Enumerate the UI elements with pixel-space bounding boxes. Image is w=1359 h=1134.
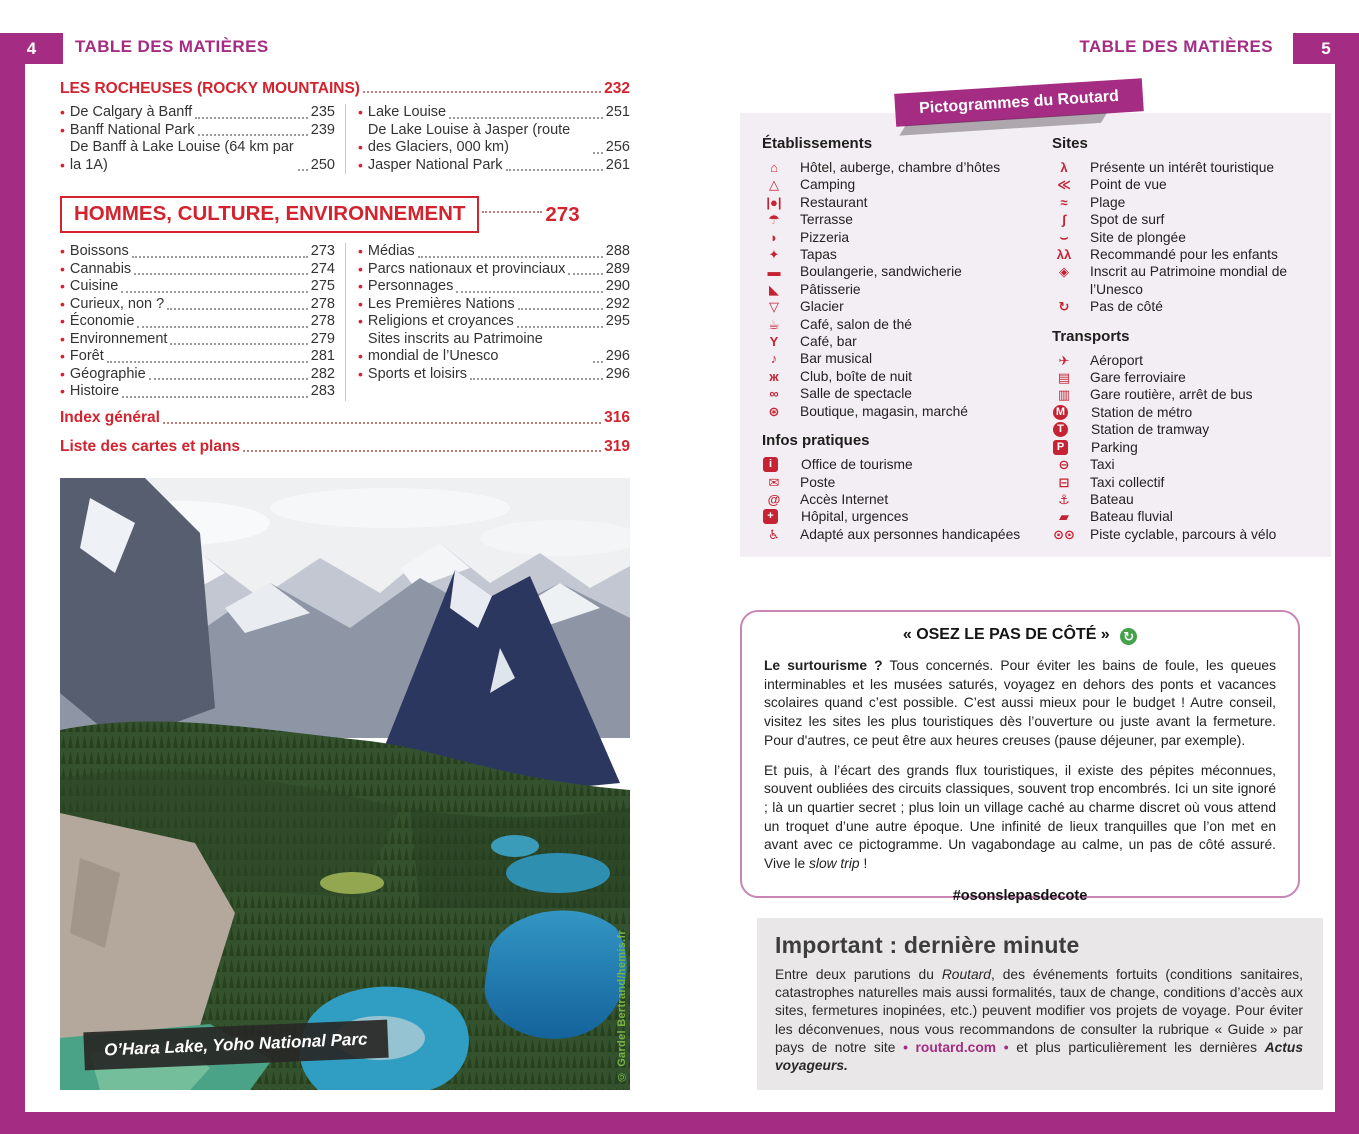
pictogram-item bbox=[762, 159, 1034, 176]
metro-station-icon: M bbox=[1053, 405, 1068, 420]
restaurant-icon: |●| bbox=[766, 194, 782, 210]
pictogram-item bbox=[762, 368, 1034, 385]
pictogram-item bbox=[1052, 421, 1324, 438]
toc-item[interactable] bbox=[60, 366, 335, 384]
dot-leader bbox=[170, 343, 307, 345]
toc-item-label: Histoire bbox=[69, 383, 120, 399]
pictogram-item-label: Glacier bbox=[800, 299, 844, 315]
toc-item-label: Cannabis bbox=[69, 260, 132, 277]
bullet: • bbox=[358, 348, 363, 364]
pictogram-item bbox=[1052, 298, 1324, 315]
toc-item-page: 296 bbox=[605, 348, 630, 364]
page-header-right: TABLE DES MATIÈRES bbox=[1079, 37, 1273, 56]
pictogram-item bbox=[762, 403, 1034, 420]
pictogram-item bbox=[762, 526, 1034, 543]
pictogram-item-label: Tapas bbox=[800, 247, 837, 263]
toc-item[interactable] bbox=[60, 348, 335, 366]
toc-item-page: 289 bbox=[605, 260, 630, 277]
toc-item[interactable] bbox=[60, 313, 335, 331]
pictogram-item bbox=[1052, 456, 1324, 473]
toc-item[interactable] bbox=[358, 122, 630, 157]
toc-item-label: Forêt bbox=[69, 348, 104, 364]
toc-item-page: 256 bbox=[605, 139, 630, 155]
toc-item[interactable] bbox=[60, 122, 335, 140]
osez-le-pas-de-cote-box bbox=[740, 610, 1300, 904]
pictogram-group-heading: Transports bbox=[1052, 327, 1130, 345]
accessibility-icon: ♿ bbox=[768, 526, 780, 542]
bullet: • bbox=[60, 383, 65, 399]
photo-caption: O’Hara Lake, Yoho National Parc bbox=[83, 1020, 388, 1071]
bullet: • bbox=[358, 278, 363, 294]
toc-item-label: Jasper National Park bbox=[367, 156, 503, 173]
bike-path-icon: ⊙⊙ bbox=[1053, 526, 1075, 542]
toc-item-label: Curieux, non ? bbox=[69, 295, 165, 312]
tourist-office-icon: i bbox=[763, 457, 778, 472]
pictogram-item bbox=[1052, 439, 1324, 456]
left-edge-strip bbox=[0, 33, 25, 1134]
osez-title-row bbox=[764, 626, 1276, 645]
bullet: • bbox=[60, 313, 65, 329]
pictograms-panel bbox=[740, 113, 1331, 557]
toc-item-page: 281 bbox=[310, 348, 335, 364]
pictogram-item bbox=[1052, 246, 1324, 263]
photo-ohara-lake bbox=[60, 478, 630, 1090]
toc-item-page: 278 bbox=[310, 295, 335, 312]
toc-item-label: De Lake Louise à Jasper (route des Glaciers, 000 km) bbox=[367, 121, 571, 155]
toc-item-label: Liste des cartes et plans bbox=[60, 437, 241, 455]
tapas-icon: ✦ bbox=[768, 247, 780, 263]
pictogram-item-label: Camping bbox=[800, 177, 856, 193]
dot-leader bbox=[149, 378, 308, 380]
pictogram-item-label: Pizzeria bbox=[800, 229, 850, 245]
pictogram-item-label: Terrasse bbox=[800, 212, 853, 228]
pictogram-item bbox=[1052, 176, 1324, 193]
dot-leader bbox=[163, 422, 601, 424]
pictogram-group bbox=[762, 432, 1034, 543]
pictogram-item-label: Inscrit au Patrimoine mondial de l’Unesco bbox=[1090, 264, 1288, 297]
toc-item-label: Les Premières Nations bbox=[367, 295, 515, 312]
toc-item[interactable] bbox=[60, 139, 335, 174]
pastry-icon: ◣ bbox=[769, 281, 779, 297]
dot-leader bbox=[568, 273, 602, 275]
dot-leader bbox=[517, 326, 603, 328]
toc-item-page: 295 bbox=[605, 313, 630, 329]
pictogram-item-label: Taxi collectif bbox=[1090, 474, 1165, 490]
taxi-icon: ⊖ bbox=[1058, 457, 1070, 473]
tourist-interest-icon: λ bbox=[1060, 160, 1068, 175]
pictogram-item-label: Restaurant bbox=[800, 194, 868, 210]
osez-paragraph-1: Le surtourisme ? Tous concernés. Pour éviter les bains de foule, les queues interminables et les musées saturés, voyagez en dehors des ponts et vacances scolaires quand c’est possible. C’est aussi mieux pour le budget ! Autre conseil, visitez les sites les plus touristiques dès l’ouverture ou juste avant la fermeture. Pour d'autres, ce peut être aux heures creuses (pause déjeuner, par exemple). bbox=[764, 658, 1276, 748]
toc-item-label: Sites inscrits au Patrimoine mondial de l’Unesco bbox=[367, 330, 543, 364]
pictogram-item bbox=[1052, 386, 1324, 403]
toc-section-page: 273 bbox=[545, 202, 580, 226]
toc-item-page: 290 bbox=[605, 278, 630, 294]
toc-item-label: Géographie bbox=[69, 365, 146, 382]
pictogram-item bbox=[762, 246, 1034, 263]
pictogram-item bbox=[762, 474, 1034, 491]
dot-leader bbox=[195, 117, 308, 119]
toc-item[interactable] bbox=[60, 331, 335, 349]
toc-item[interactable] bbox=[358, 313, 630, 331]
pictogram-item bbox=[762, 194, 1034, 211]
toc-item-page: 278 bbox=[310, 313, 335, 329]
pictogram-item-label: Aéroport bbox=[1090, 352, 1143, 368]
right-edge-strip bbox=[1335, 33, 1359, 1134]
bullet: • bbox=[358, 260, 363, 277]
toc-item[interactable] bbox=[60, 278, 335, 296]
beach-icon: ≈ bbox=[1060, 194, 1068, 210]
pictogram-item-label: Café, salon de thé bbox=[800, 316, 912, 332]
pictogram-group-heading: Établissements bbox=[762, 135, 873, 152]
tram-station-icon: T bbox=[1053, 422, 1068, 437]
parking-icon: P bbox=[1053, 440, 1068, 455]
dot-leader bbox=[449, 117, 603, 119]
pictogram-item bbox=[762, 385, 1034, 402]
pictogram-item bbox=[762, 176, 1034, 193]
pictogram-item-label: Spot de surf bbox=[1090, 212, 1165, 228]
toc-item-page: 292 bbox=[605, 295, 630, 312]
hotel-icon: ⌂ bbox=[770, 160, 778, 175]
bullet: • bbox=[60, 278, 65, 294]
dot-leader bbox=[470, 378, 603, 380]
toc-item-label: Lake Louise bbox=[367, 104, 447, 120]
toc-item-label: De Calgary à Banff bbox=[69, 104, 193, 120]
bullet: • bbox=[358, 104, 363, 120]
toc-boxed-title-row[interactable] bbox=[60, 196, 630, 233]
pictogram-item-label: Poste bbox=[800, 474, 836, 490]
pictogram-item bbox=[1052, 369, 1324, 386]
dot-leader bbox=[132, 256, 308, 258]
pictogram-item-label: Bateau bbox=[1090, 491, 1134, 507]
pictogram-item bbox=[762, 298, 1034, 315]
dot-leader bbox=[593, 152, 603, 154]
pictogram-group-heading: Sites bbox=[1052, 135, 1088, 152]
pictogram-item-label: Site de plongée bbox=[1090, 229, 1186, 245]
toc-item-page: 288 bbox=[605, 243, 630, 259]
toc-section-title: LES ROCHEUSES (ROCKY MOUNTAINS) bbox=[60, 80, 360, 97]
dot-leader bbox=[518, 308, 603, 310]
shared-taxi-icon: ⊟ bbox=[1058, 474, 1070, 490]
dot-leader bbox=[137, 326, 307, 328]
cafe-teahouse-icon: ☕ bbox=[768, 316, 780, 332]
pictograms-column-2 bbox=[1052, 135, 1324, 543]
pictograms-banner: Pictogrammes du Routard bbox=[894, 78, 1144, 127]
bullet: • bbox=[358, 139, 363, 155]
toc-section-rocheuses bbox=[60, 80, 630, 174]
pictogram-item-label: Adapté aux personnes handicapées bbox=[800, 526, 1021, 542]
toc-section-hommes bbox=[60, 196, 630, 401]
dot-leader bbox=[298, 169, 308, 171]
toc-item[interactable] bbox=[358, 157, 630, 175]
bullet: • bbox=[60, 365, 65, 382]
pictogram-item bbox=[1052, 229, 1324, 246]
dot-leader bbox=[243, 450, 601, 452]
shop-market-icon: ⊛ bbox=[768, 403, 780, 419]
river-boat-icon: ▰ bbox=[1059, 509, 1069, 525]
pictograms-column-1 bbox=[762, 135, 1034, 543]
toc-footer-rows bbox=[60, 398, 630, 455]
pictogram-item bbox=[1052, 508, 1324, 525]
pas-de-cote-icon: ↻ bbox=[1120, 628, 1137, 645]
toc-item-page: 274 bbox=[310, 260, 335, 277]
dot-leader bbox=[418, 256, 603, 258]
pictogram-item bbox=[762, 508, 1034, 525]
pictogram-item bbox=[1052, 526, 1324, 543]
bullet: • bbox=[60, 243, 65, 259]
toc-boxed-title: HOMMES, CULTURE, ENVIRONNEMENT bbox=[60, 196, 479, 233]
unesco-icon: ◈ bbox=[1059, 264, 1069, 280]
toc-item-label: De Banff à Lake Louise (64 km par la 1A) bbox=[69, 139, 294, 173]
toc-item-label: Cuisine bbox=[69, 278, 119, 294]
osez-hashtag: #osonslepasdecote bbox=[952, 887, 1088, 904]
internet-access-icon: @ bbox=[767, 491, 781, 507]
toc-item[interactable] bbox=[358, 243, 630, 261]
osez-title: « OSEZ LE PAS DE CÔTÉ » bbox=[902, 626, 1110, 643]
train-station-icon: ▤ bbox=[1057, 370, 1071, 386]
toc-item-label: Économie bbox=[69, 313, 135, 329]
toc-item-page: 282 bbox=[310, 365, 335, 382]
photo-credit: © Gardel Bertrand/hemis.fr bbox=[616, 929, 628, 1082]
pas-de-cote-icon: ↻ bbox=[1058, 299, 1070, 315]
pictogram-item-label: Salle de spectacle bbox=[800, 386, 912, 402]
pictogram-group bbox=[1052, 328, 1324, 543]
toc-item[interactable] bbox=[60, 438, 630, 456]
pictogram-item-label: Recommandé pour les enfants bbox=[1090, 247, 1278, 263]
pictogram-item bbox=[1052, 263, 1324, 298]
toc-item-page: 250 bbox=[310, 156, 335, 173]
pictogram-group bbox=[762, 135, 1034, 420]
dot-leader bbox=[482, 211, 542, 213]
airport-icon: ✈ bbox=[1058, 352, 1070, 368]
pictogram-item-label: Boulangerie, sandwicherie bbox=[800, 264, 962, 280]
important-box bbox=[757, 918, 1323, 1090]
post-office-icon: ✉ bbox=[768, 474, 780, 490]
pictogram-item bbox=[1052, 474, 1324, 491]
toc-section-title-row[interactable] bbox=[60, 80, 630, 98]
bullet: • bbox=[60, 260, 65, 277]
pictogram-item-label: Club, boîte de nuit bbox=[800, 368, 912, 384]
toc-item-label: Banff National Park bbox=[69, 121, 195, 138]
toc-item-label: Boissons bbox=[69, 243, 129, 259]
dot-leader bbox=[134, 273, 308, 275]
toc-item[interactable] bbox=[358, 331, 630, 366]
toc-item-page: 319 bbox=[604, 437, 630, 455]
pictogram-item-label: Gare ferroviaire bbox=[1090, 370, 1186, 386]
toc-item[interactable] bbox=[358, 366, 630, 384]
pictogram-item bbox=[762, 229, 1034, 246]
toc-item-page: 273 bbox=[310, 243, 335, 259]
dot-leader bbox=[593, 361, 603, 363]
bullet: • bbox=[358, 156, 363, 173]
nightclub-icon: ж bbox=[769, 368, 779, 384]
pictogram-item bbox=[1052, 211, 1324, 228]
bullet: • bbox=[358, 295, 363, 312]
dot-leader bbox=[456, 291, 602, 293]
bottom-bar bbox=[0, 1112, 1359, 1134]
bullet: • bbox=[358, 365, 363, 382]
pictogram-item-label: Café, bar bbox=[800, 334, 857, 350]
bullet: • bbox=[60, 330, 65, 347]
toc-item[interactable] bbox=[358, 296, 630, 314]
toc-item[interactable] bbox=[358, 104, 630, 122]
toc-item-page: 296 bbox=[605, 365, 630, 382]
toc-item[interactable] bbox=[60, 409, 630, 427]
pictogram-item bbox=[1052, 352, 1324, 369]
hospital-icon: + bbox=[763, 509, 778, 524]
bullet: • bbox=[60, 104, 65, 120]
pictogram-item-label: Présente un intérêt touristique bbox=[1090, 160, 1275, 175]
pictogram-item-label: Accès Internet bbox=[800, 491, 889, 507]
pictogram-item bbox=[762, 333, 1034, 350]
toc-item-page: 261 bbox=[605, 156, 630, 173]
dot-leader bbox=[121, 291, 308, 293]
toc-item-label: Sports et loisirs bbox=[367, 365, 468, 382]
pictogram-item bbox=[1052, 404, 1324, 421]
pictogram-item-label: Office de tourisme bbox=[801, 457, 913, 473]
bullet: • bbox=[358, 243, 363, 259]
pictogram-item-label: Pas de côté bbox=[1090, 299, 1163, 315]
pictogram-item-label: Boutique, magasin, marché bbox=[800, 403, 968, 419]
music-bar-icon: ♪ bbox=[770, 351, 778, 367]
pictogram-item-label: Station de métro bbox=[1091, 404, 1193, 420]
toc-item-label: Index général bbox=[60, 409, 160, 426]
kids-recommended-icon: λλ bbox=[1056, 247, 1072, 263]
toc-item[interactable] bbox=[60, 261, 335, 279]
pictogram-item bbox=[762, 281, 1034, 298]
important-body: Entre deux parutions du Routard, des événements fortuits (conditions sanitaires, catastrophes naturelles mais aussi formalités, taux de change, conditions d’accès aux sites, fermetures inopinées, etc.) peuvent modifier vos projets de voyage. Pour éviter les déconvenues, nous vous recommandons de consulter la rubrique « Guide » par pays de notre site • routard.com • et plus particulièrement les dernières Actus voyageurs. bbox=[775, 967, 1303, 1074]
pictogram-group-heading: Infos pratiques bbox=[762, 432, 870, 450]
toc-item-page: 239 bbox=[310, 121, 335, 138]
pictogram-item bbox=[762, 211, 1034, 228]
toc-item-label: Personnages bbox=[367, 278, 454, 294]
pictogram-item bbox=[762, 456, 1034, 473]
pizzeria-icon: ◗ bbox=[770, 229, 778, 245]
show-venue-icon: ∞ bbox=[769, 386, 779, 402]
dot-leader bbox=[198, 134, 308, 136]
pictogram-item-label: Parking bbox=[1091, 439, 1138, 455]
bus-station-icon: ▥ bbox=[1057, 387, 1071, 403]
toc-item-label: Parcs nationaux et provinciaux bbox=[367, 260, 566, 277]
photo-illustration bbox=[60, 478, 630, 1090]
bullet: • bbox=[60, 295, 65, 312]
ice-cream-icon: ▽ bbox=[769, 299, 779, 315]
toc-item-label: Médias bbox=[367, 243, 415, 259]
important-title: Important : dernière minute bbox=[775, 932, 1080, 958]
dot-leader bbox=[107, 361, 308, 363]
boat-icon: ⚓ bbox=[1058, 491, 1070, 507]
toc-item-label: Environnement bbox=[69, 330, 168, 347]
dot-leader bbox=[167, 308, 308, 310]
pictogram-item-label: Point de vue bbox=[1090, 177, 1167, 193]
pictogram-item-label: Hôtel, auberge, chambre d’hôtes bbox=[800, 160, 1001, 175]
pictogram-item-label: Hôpital, urgences bbox=[801, 509, 909, 525]
pictogram-item bbox=[762, 263, 1034, 280]
page-number-left: 4 bbox=[0, 33, 63, 64]
toc-section-page: 232 bbox=[604, 80, 630, 97]
pictogram-item-label: Piste cyclable, parcours à vélo bbox=[1090, 526, 1277, 542]
osez-paragraph-2: Et puis, à l’écart des grands flux touristiques, il existe des pépites méconnues, souvent oubliées des circuits classiques, souvent trop encombrés. Ici un site ignoré ; là un quartier secret ; plus loin un village caché au charme discret où vous attend un troquet d’une autre époque. Une infinité de lieux tranquilles que l’on met en avant avec ce pictogramme. Un vagabondage au calme, un pas de côté assuré. Vive le slow trip ! bbox=[764, 762, 1276, 872]
viewpoint-icon: ≪ bbox=[1057, 177, 1071, 193]
pictogram-item-label: Bateau fluvial bbox=[1090, 509, 1173, 525]
dot-leader bbox=[363, 91, 601, 93]
page-header-left: TABLE DES MATIÈRES bbox=[75, 37, 269, 56]
pictogram-item bbox=[762, 491, 1034, 508]
toc-item[interactable] bbox=[358, 261, 630, 279]
bullet: • bbox=[60, 348, 65, 364]
bullet: • bbox=[358, 313, 363, 329]
pictogram-item-label: Bar musical bbox=[800, 351, 873, 367]
toc-item[interactable] bbox=[358, 278, 630, 296]
pictogram-item bbox=[1052, 159, 1324, 176]
toc-item-page: 251 bbox=[605, 104, 630, 120]
pictogram-item-label: Station de tramway bbox=[1091, 422, 1210, 438]
bullet: • bbox=[60, 121, 65, 138]
toc-item[interactable] bbox=[60, 243, 335, 261]
pictogram-item bbox=[1052, 491, 1324, 508]
pictogram-item-label: Plage bbox=[1090, 194, 1126, 210]
toc-item[interactable] bbox=[60, 296, 335, 314]
dot-leader bbox=[506, 169, 603, 171]
toc-item-page: 316 bbox=[604, 409, 630, 426]
cafe-bar-icon: Y bbox=[769, 334, 779, 350]
pictogram-item-label: Gare routière, arrêt de bus bbox=[1090, 387, 1253, 403]
surf-spot-icon: ∫ bbox=[1062, 212, 1066, 228]
pictogram-item bbox=[1052, 194, 1324, 211]
toc-item-page: 279 bbox=[310, 330, 335, 347]
toc-item-page: 235 bbox=[310, 104, 335, 120]
bakery-icon: ▬ bbox=[767, 264, 781, 280]
page-number-right: 5 bbox=[1293, 33, 1359, 64]
pictogram-group bbox=[1052, 135, 1324, 316]
bullet: • bbox=[60, 156, 65, 173]
toc-item-page: 283 bbox=[310, 383, 335, 399]
pictogram-item-label: Taxi bbox=[1090, 457, 1115, 473]
toc-item-page: 275 bbox=[310, 278, 335, 294]
diving-site-icon: ⌣ bbox=[1059, 229, 1069, 245]
camping-icon: △ bbox=[769, 177, 779, 193]
pictogram-item bbox=[762, 316, 1034, 333]
toc-item-label: Religions et croyances bbox=[367, 313, 514, 329]
toc-item[interactable] bbox=[60, 104, 335, 122]
terrace-icon: ☂ bbox=[768, 212, 780, 228]
pictogram-item-label: Pâtisserie bbox=[800, 281, 861, 297]
pictogram-item bbox=[762, 350, 1034, 367]
